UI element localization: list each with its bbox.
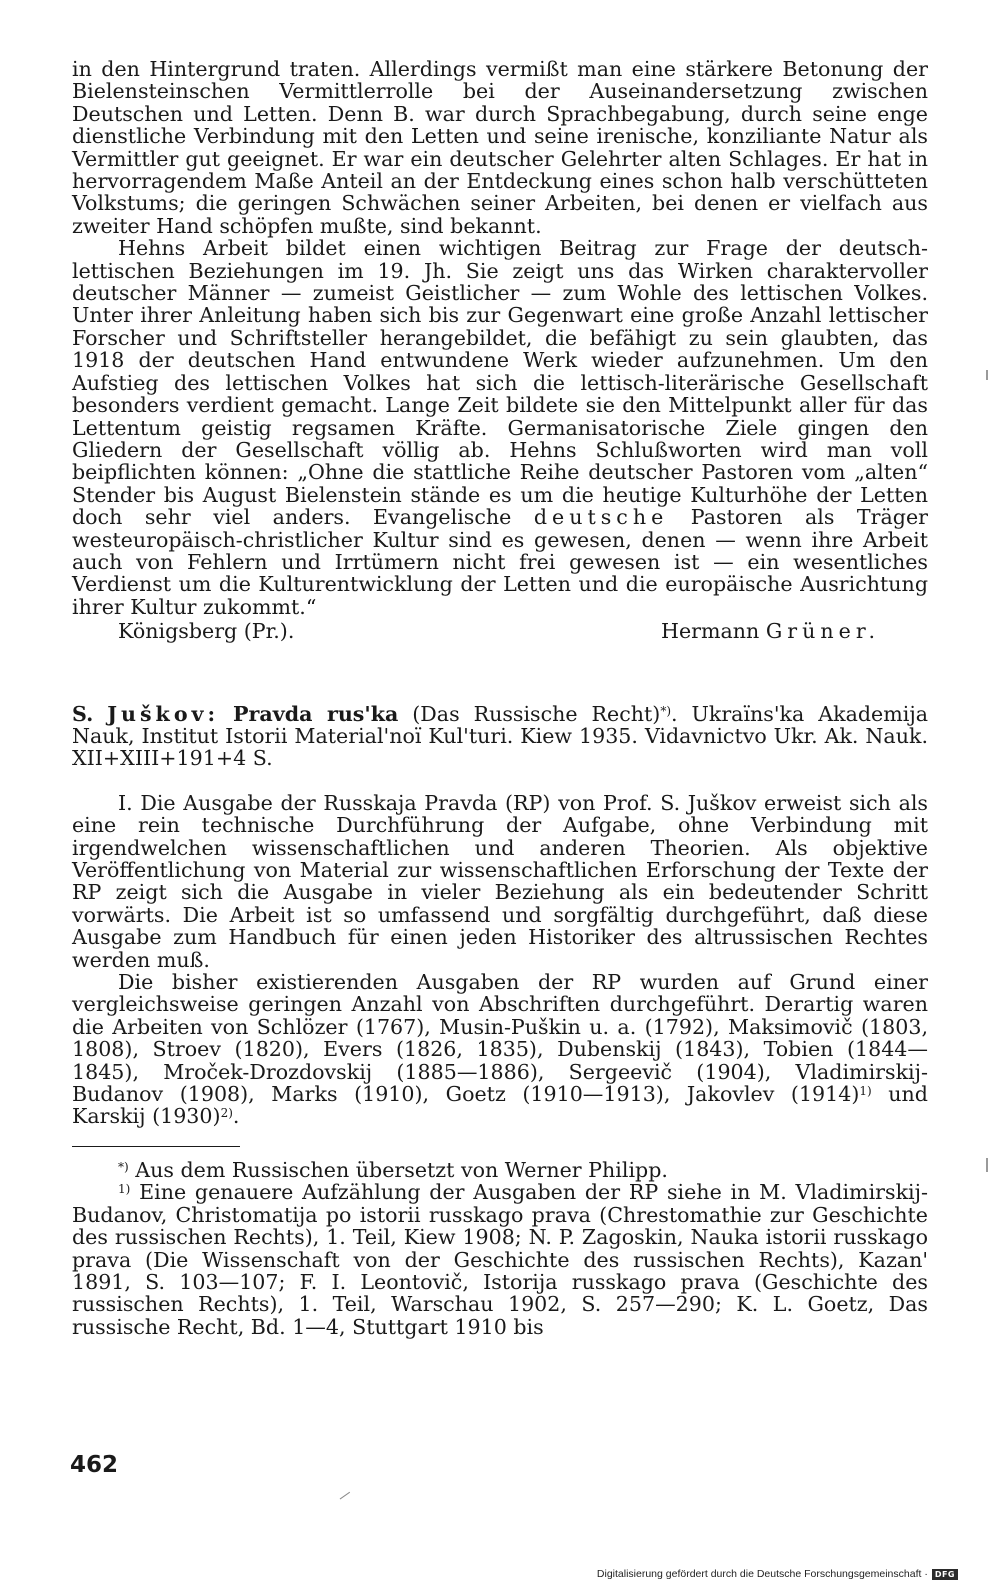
footnotes <box>72 1159 928 1338</box>
review-work-title: Pravda rus'ka <box>233 701 399 726</box>
paragraph-hehns-text: Hehns Arbeit bildet einen wichtigen Beitrag zur Frage der deutsch-lettischen Beziehungen im 19. Jh. Sie zeigt uns das Wirken charaktervoller deutscher Männer — zumeist Geistlicher — zum Wohle des lettischen Volkes. Unter ihrer Anleitung haben sich bis zur Gegenwart eine große Anzahl lettischer Forscher und Schriftsteller herangebildet, die befähigt zu sein glaubten, das 1918 der deutschen Hand entwundene Werk wieder aufzunehmen. Um den Aufstieg des lettischen Volkes hat sich die lettisch-literärische Gesellschaft besonders verdient gemacht. Lange Zeit bildete sie den Mittelpunkt aller für das Lettentum geistig regsamen Kräfte. Germanisatorische Ziele gingen den Gliedern der Gesellschaft völlig ab. Hehns Schlußworten wird man voll beipflichten können: „Ohne die stattliche Reihe deutscher Pastoren vom „alten“ Stender bis August Bielenstein stände es um die heutige Kulturhöhe der Letten doch sehr viel anders. Evangelische <box>72 236 928 530</box>
review-title-translation: (Das Russische Recht) <box>412 701 661 726</box>
scan-edge-tick <box>986 370 988 380</box>
review-paragraph-2-end: . <box>232 1104 240 1129</box>
review-paragraph-1: I. Die Ausgabe der Russkaja Pravda (RP) von Prof. S. Juškov erweist sich als eine rein technische Durchführung der Aufgabe, ohne Verbindung mit irgendwelchen wissenschaftlichen und anderen Theorien. Als objektive Veröffentlichung von Material zur wissenschaftlichen Erforschung der Texte der RP zeigt sich die Ausgabe in vieler Beziehung als ein bedeutender Schritt vorwärts. Die Arbeit ist so umfassend und sorgfältig durchgeführt, daß diese Ausgabe zum Handbuch für einen jeden Historiker des altrussischen Rechtes werden muß. <box>72 790 928 972</box>
paragraph-hehns-arbeit <box>72 237 928 618</box>
review-paragraph-2 <box>72 971 928 1128</box>
footnote-1 <box>72 1181 928 1338</box>
footnote-star <box>72 1159 928 1181</box>
review-body <box>72 792 928 1128</box>
digitization-credit <box>597 1568 958 1580</box>
review-publication-details: . Ukraïns'ka Akademija Nauk, Institut Istorii Material'noï Kul'turi. Kiew 1935. Vidavnictvo Ukr. Ak. Nauk. XII+XIII+191+4 S. <box>72 701 928 771</box>
signature-author-last: Grüner. <box>765 619 880 644</box>
dfg-logo-icon: DFG <box>932 1569 958 1580</box>
page-body <box>72 58 928 1338</box>
footnote-star-mark: *) <box>118 1159 129 1174</box>
paragraph-continuation: in den Hintergrund traten. Allerdings vermißt man eine stärkere Betonung der Bielensteinschen Vermittlerrolle bei der Auseinandersetzung zwischen Deutschen und Letten. Denn B. war durch Sprachbegabung, durch seine enge dienstliche Verbindung mit den Letten und seine irenische, konziliante Natur als Vermittler gut geeignet. Er war ein deutscher Gelehrter alten Schlages. Er hat in hervorragendem Maße Anteil an der Entdeckung eines schon halb verschütteten Volkstums; die geringen Schwächen seiner Arbeiten, bei denen er vielfach aus zweiter Hand schöpfen mußte, sind bekannt. <box>72 57 928 238</box>
signature-place: Königsberg (Pr.). <box>118 619 295 644</box>
review-footnote-mark: *) <box>660 703 672 718</box>
review-paragraph-2-mid: und Karskij (1930) <box>72 1082 928 1129</box>
page-number: 462 <box>70 1452 119 1478</box>
scan-edge-tick <box>986 1158 988 1172</box>
footnote-separator <box>72 1146 240 1147</box>
spaced-word-deutsche: deutsche <box>533 505 669 530</box>
credit-text: Digitalisierung gefördert durch die Deutsche Forschungsgemeinschaft · <box>596 1568 928 1580</box>
review-signature <box>72 620 928 642</box>
review-heading <box>72 703 928 770</box>
scan-artifact-mark <box>334 1484 350 1500</box>
signature-author <box>661 620 880 642</box>
paragraph-hehns-tail: Pastoren als Träger westeuropäisch-christlicher Kultur sind es gewesen, denen — wenn ihre Arbeit auch von Fehlern und Irrtümern nicht frei gewesen ist — ein wesentliches Verdienst um die Kulturentwicklung der Letten und die europäische Ausrichtung ihrer Kultur zukommt.“ <box>72 505 928 619</box>
footnote-ref-2: 2) <box>220 1106 233 1121</box>
footnote-ref-1: 1) <box>859 1084 872 1099</box>
signature-author-first: Hermann <box>660 619 760 644</box>
review-paragraph-2-main: Die bisher existierenden Ausgaben der RP wurden auf Grund einer vergleichsweise geringen Anzahl von Abschriften durchgeführt. Derartig waren die Arbeiten von Schlözer (1767), Musin-Puškin u. a. (1792), Maksimovič (1803, 1808), Stroev (1820), Evers (1826, 1835), Dubenskij (1843), Tobien (1844—1845), Mroček-Drozdovskij (1885—1886), Sergeevič (1904), Vladimirskij-Budanov (1908), Marks (1910), Goetz (1910—1913), Jakovlev (1914) <box>72 970 928 1107</box>
footnote-star-text: Aus dem Russischen übersetzt von Werner Philipp. <box>128 1157 668 1182</box>
review-author-initial: S. <box>72 701 94 726</box>
footnote-1-mark: 1) <box>118 1182 131 1197</box>
review-author-name: Juškov: <box>107 701 220 726</box>
footnote-1-text: Eine genauere Aufzählung der Ausgaben der RP siehe in M. Vladimirskij-Budanov, Christomatija po istorii russkago prava (Chrestomathie zur Geschichte des russischen Rechts), 1. Teil, Kiew 1908; N. P. Zagoskin, Nauka istorii russkago prava (Die Wissenschaft von der Geschichte des russischen Rechts), Kazan' 1891, S. 103—107; F. I. Leontovič, Istorija russkago prava (Geschichte des russischen Rechts), 1. Teil, Warschau 1902, S. 257—290; K. L. Goetz, Das russische Recht, Bd. 1—4, Stuttgart 1910 bis <box>72 1180 928 1339</box>
